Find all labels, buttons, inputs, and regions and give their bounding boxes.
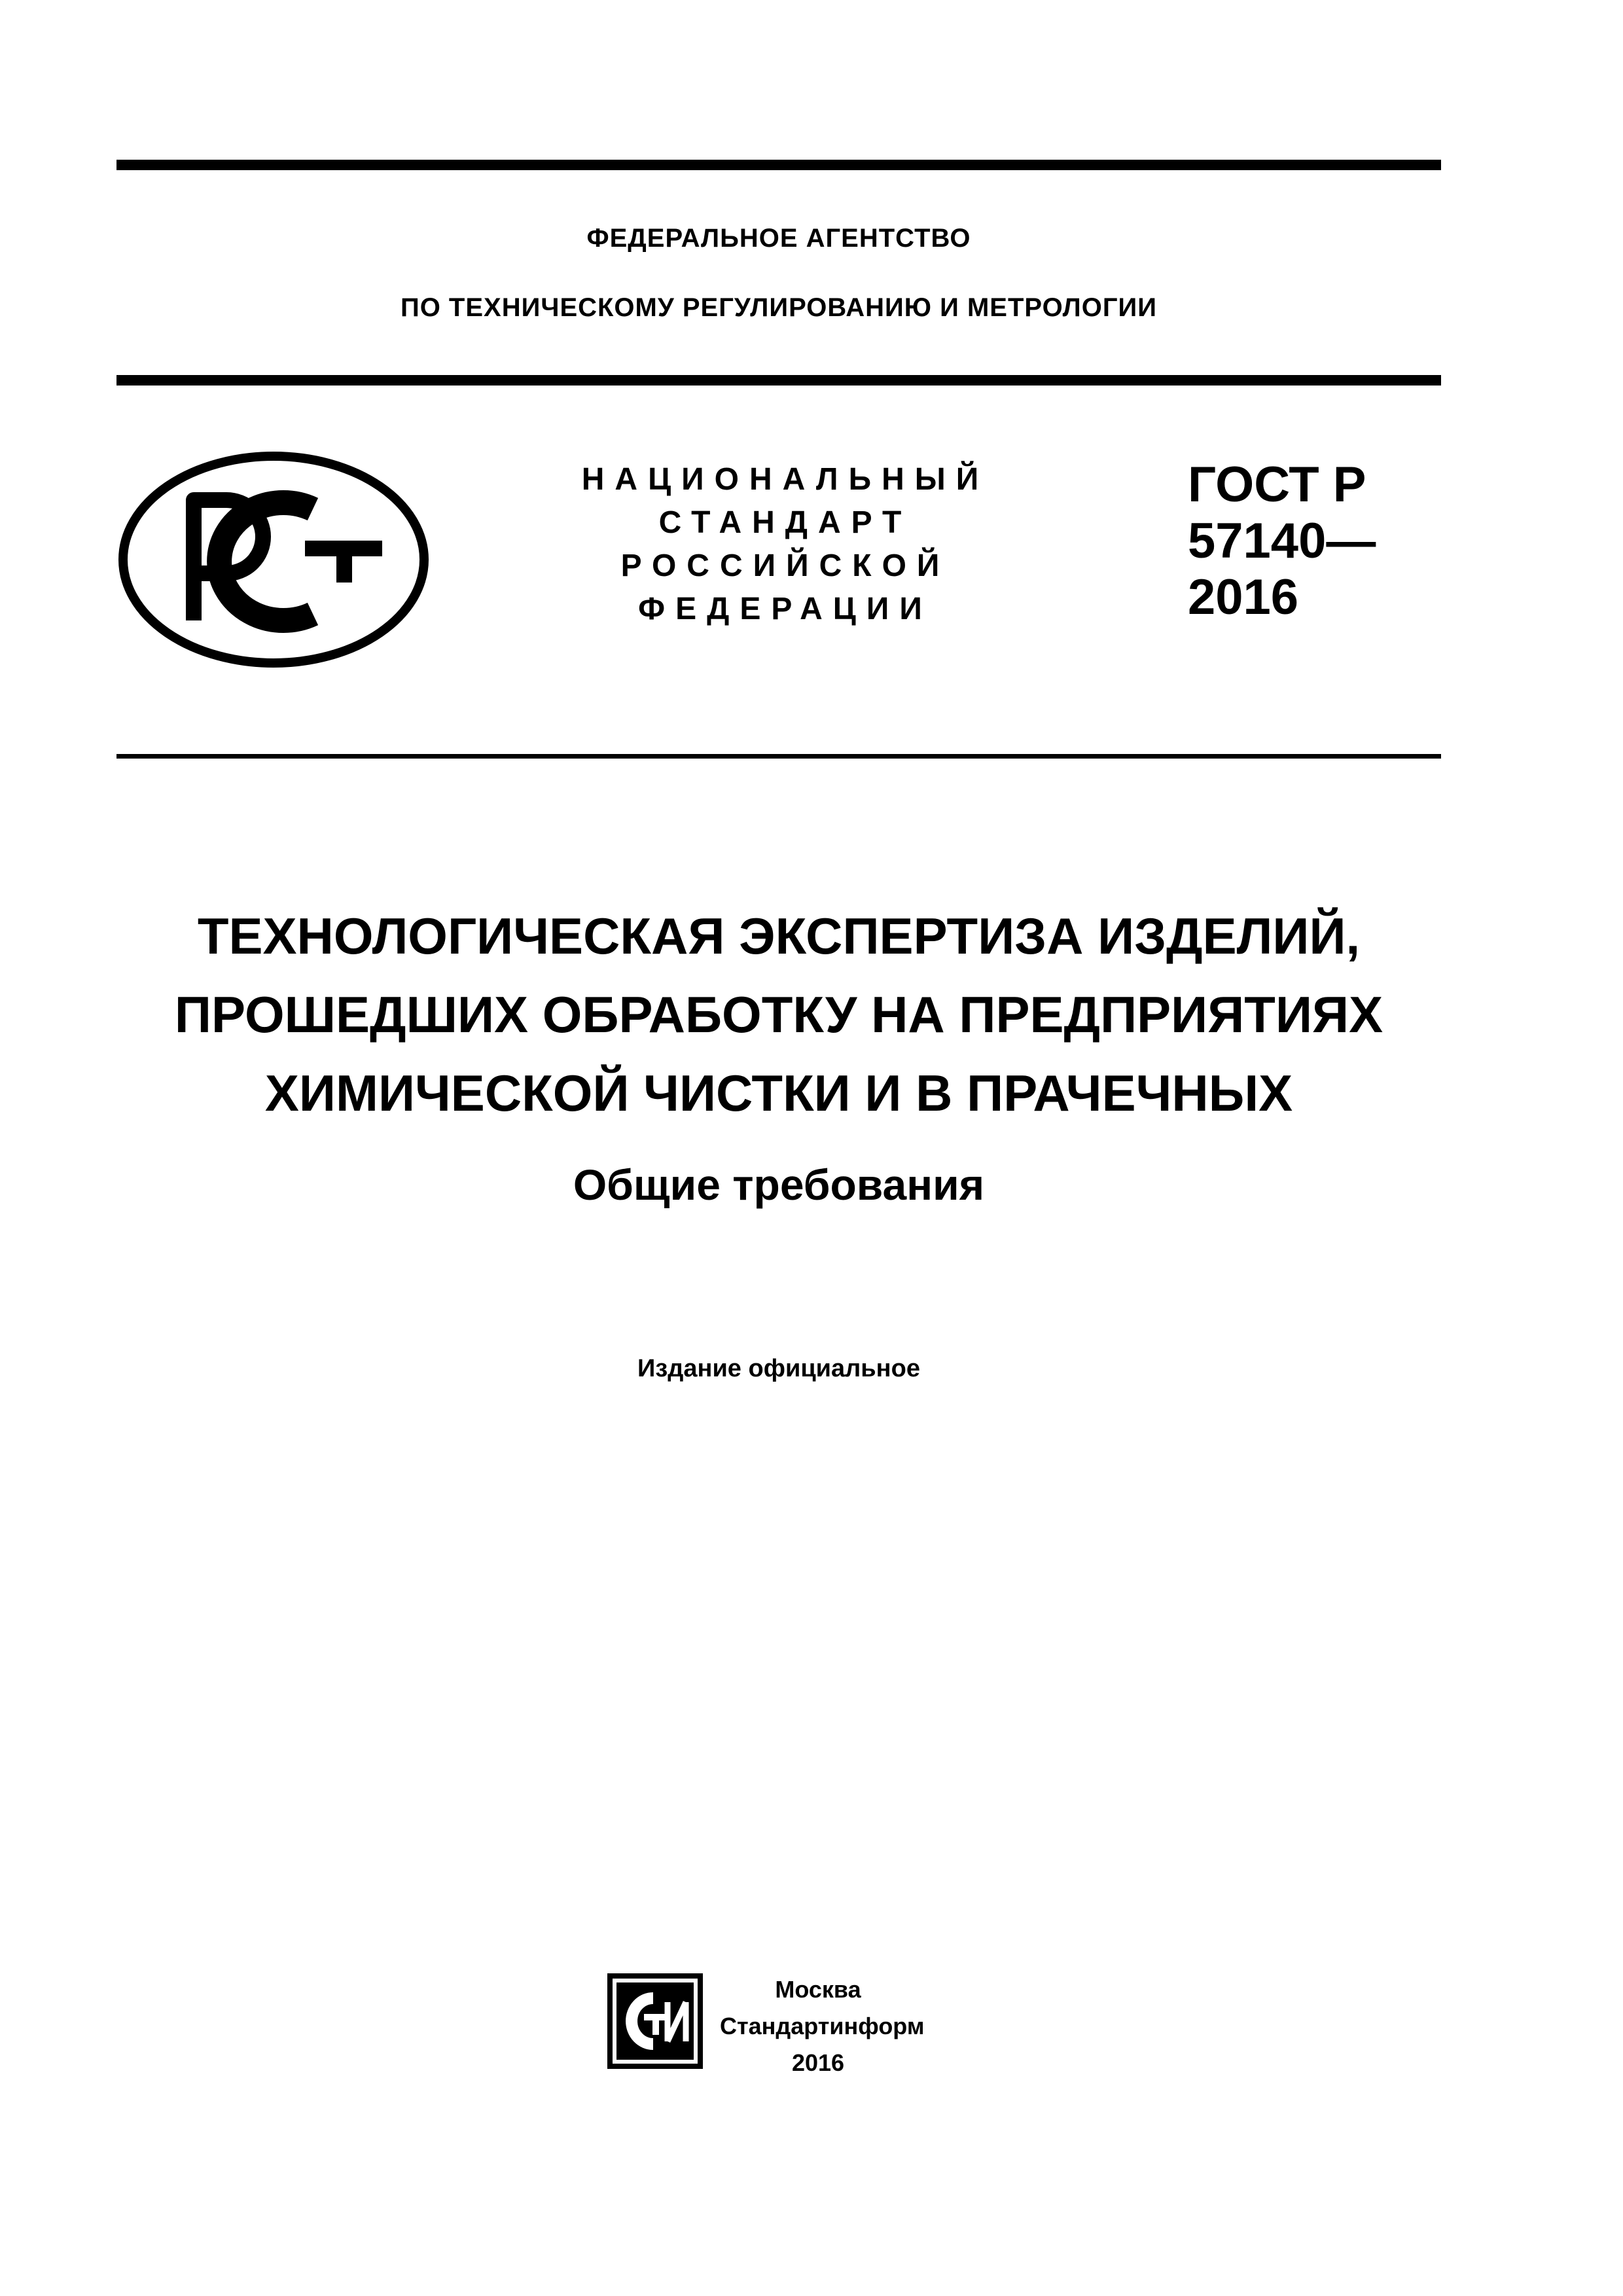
standard-type-line-2: СТАНДАРТ bbox=[658, 505, 912, 540]
agency-line-2: ПО ТЕХНИЧЕСКОМУ РЕГУЛИРОВАНИЮ И МЕТРОЛОГИИ bbox=[400, 293, 1158, 322]
publisher-year: 2016 bbox=[791, 2049, 845, 2076]
document-title bbox=[116, 897, 1441, 1132]
publisher-city: Москва bbox=[775, 1976, 861, 2003]
document-subtitle: Общие требования bbox=[573, 1160, 985, 1209]
standard-type-line-4: ФЕДЕРАЦИИ bbox=[638, 592, 933, 626]
standard-type-line-1: НАЦИОНАЛЬНЫЙ bbox=[581, 462, 990, 497]
standard-type bbox=[543, 458, 1027, 631]
top-rule bbox=[116, 160, 1441, 170]
standard-code-line-3: 2016 bbox=[1188, 569, 1299, 625]
standard-code-line-1: ГОСТ Р bbox=[1188, 457, 1366, 512]
header-rule bbox=[116, 375, 1441, 386]
standard-code bbox=[1188, 457, 1450, 626]
edition-note: Издание официальное bbox=[637, 1355, 920, 1382]
title-line-1: ТЕХНОЛОГИЧЕСКАЯ ЭКСПЕРТИЗА ИЗДЕЛИЙ, bbox=[197, 907, 1361, 965]
rst-logo bbox=[116, 449, 431, 670]
title-line-2: ПРОШЕДШИХ ОБРАБОТКУ НА ПРЕДПРИЯТИЯХ bbox=[174, 986, 1383, 1043]
standard-code-line-2: 57140— bbox=[1188, 513, 1376, 569]
standartinform-logo bbox=[607, 1973, 703, 2069]
agency-line-1: ФЕДЕРАЛЬНОЕ АГЕНТСТВО bbox=[586, 224, 971, 253]
publisher-name: Стандартинформ bbox=[720, 2013, 925, 2039]
title-line-3: ХИМИЧЕСКОЙ ЧИСТКИ И В ПРАЧЕЧНЫХ bbox=[264, 1064, 1293, 1122]
divider-rule bbox=[116, 754, 1441, 759]
standard-type-line-3: РОССИЙСКОЙ bbox=[620, 548, 950, 583]
publisher-info bbox=[720, 1971, 925, 2081]
